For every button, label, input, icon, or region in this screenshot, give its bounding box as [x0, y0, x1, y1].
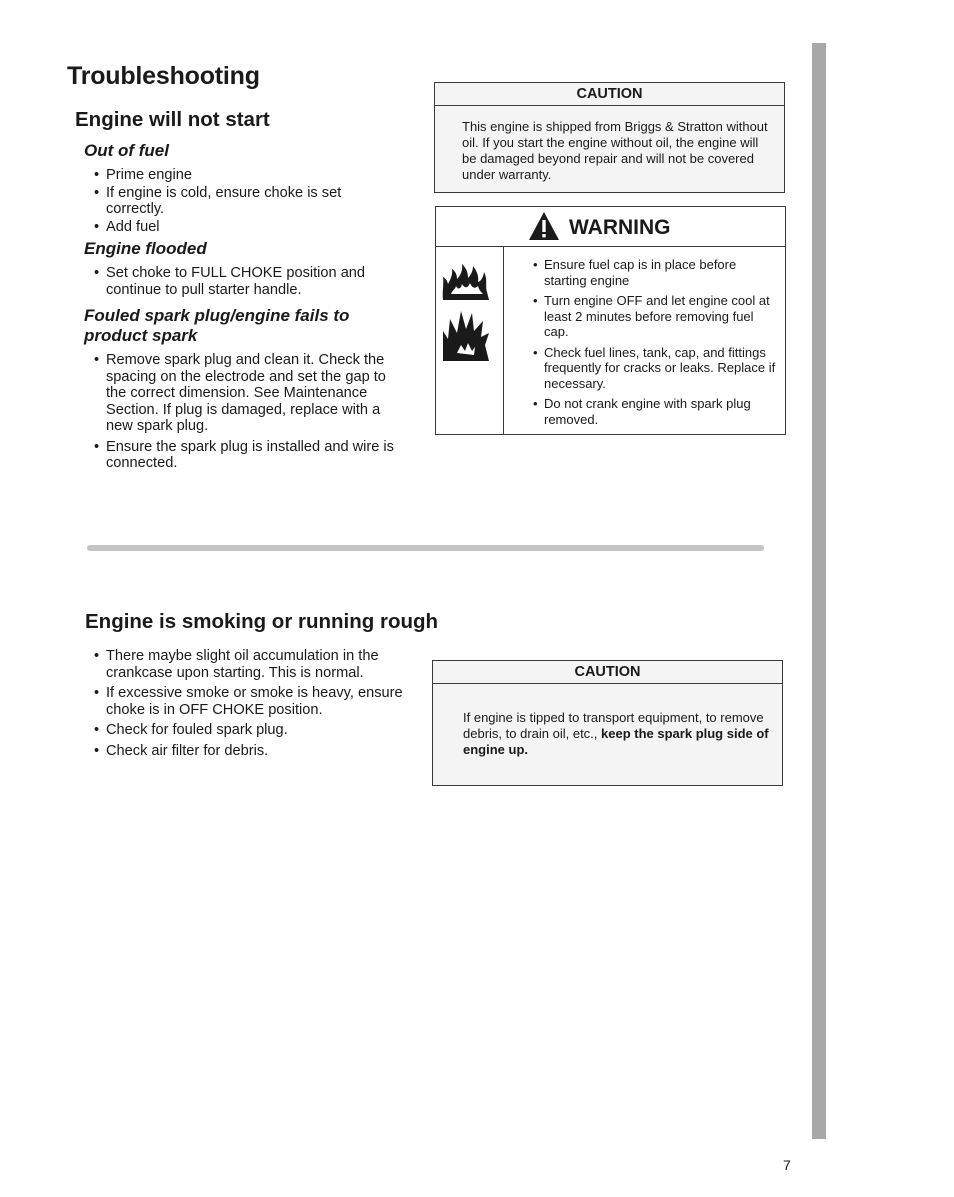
explosion-icon: [441, 309, 491, 363]
caution-text-bold: keep the spark plug side of engine up.: [463, 726, 769, 757]
section-heading-engine-smoking: Engine is smoking or running rough: [85, 610, 439, 633]
list-item: • Set choke to FULL CHOKE position and continue to pull starter handle.: [84, 265, 404, 298]
warning-list: [533, 257, 778, 432]
list-item: • Turn engine OFF and let engine cool at least 2 minutes before removing fuel cap.: [533, 293, 778, 340]
fire-icon: [441, 262, 491, 302]
list-item: • Check for fouled spark plug.: [84, 722, 406, 739]
subheading-fouled-spark-plug: Fouled spark plug/engine fails to product spark: [84, 306, 350, 345]
subheading-out-of-fuel: Out of fuel: [84, 141, 169, 160]
page-number: 7: [783, 1157, 791, 1173]
list-item: • Do not crank engine with spark plug removed.: [533, 396, 778, 427]
list-item: • Check air filter for debris.: [84, 743, 406, 760]
warning-icon-column: [436, 247, 504, 434]
list-item: • There maybe slight oil accumulation in the crankcase upon starting. This is normal.: [84, 648, 406, 681]
list-item: • If excessive smoke or smoke is heavy, ensure choke is in OFF CHOKE position.: [84, 685, 406, 718]
list-item: • If engine is cold, ensure choke is set correctly.: [84, 185, 384, 218]
caution-box-no-oil: [434, 82, 785, 193]
caution-text: [463, 710, 769, 758]
warning-box: [435, 206, 786, 435]
warning-title: WARNING: [569, 216, 671, 239]
list-item: • Prime engine: [84, 167, 384, 184]
list-item: • Add fuel: [84, 219, 384, 236]
caution-text: This engine is shipped from Briggs & Stratton without oil. If you start the engine without oil, the engine will be damaged beyond repair and will not be covered under warranty.: [462, 119, 768, 182]
list-item: • Ensure fuel cap is in place before starting engine: [533, 257, 778, 288]
caution-title: CAUTION: [435, 83, 784, 106]
subheading-engine-flooded: Engine flooded: [84, 239, 207, 258]
list-item: • Remove spark plug and clean it. Check the spacing on the electrode and set the gap to the correct dimension. See Maintenance Section. If plug is damaged, replace with a new spark plug.: [84, 352, 406, 435]
warning-triangle-icon: [528, 211, 560, 241]
list-out-of-fuel: [84, 167, 384, 239]
section-heading-engine-will-not-start: Engine will not start: [75, 108, 270, 131]
caution-box-tip-engine: [432, 660, 783, 786]
list-engine-flooded: [84, 265, 404, 302]
list-engine-smoking: [84, 648, 406, 763]
list-fouled-spark-plug: [84, 352, 406, 476]
section-divider: [87, 545, 764, 551]
caution-text-plain: If engine is tipped to transport equipment, to remove debris, to drain oil, etc.,: [463, 710, 764, 741]
list-item: • Ensure the spark plug is installed and wire is connected.: [84, 439, 406, 472]
side-margin-bar: [812, 43, 826, 1139]
list-item: • Check fuel lines, tank, cap, and fittings frequently for cracks or leaks. Replace if necessary.: [533, 345, 778, 392]
warning-header: [436, 207, 785, 247]
page-title: Troubleshooting: [67, 62, 260, 90]
caution-title: CAUTION: [433, 661, 782, 684]
